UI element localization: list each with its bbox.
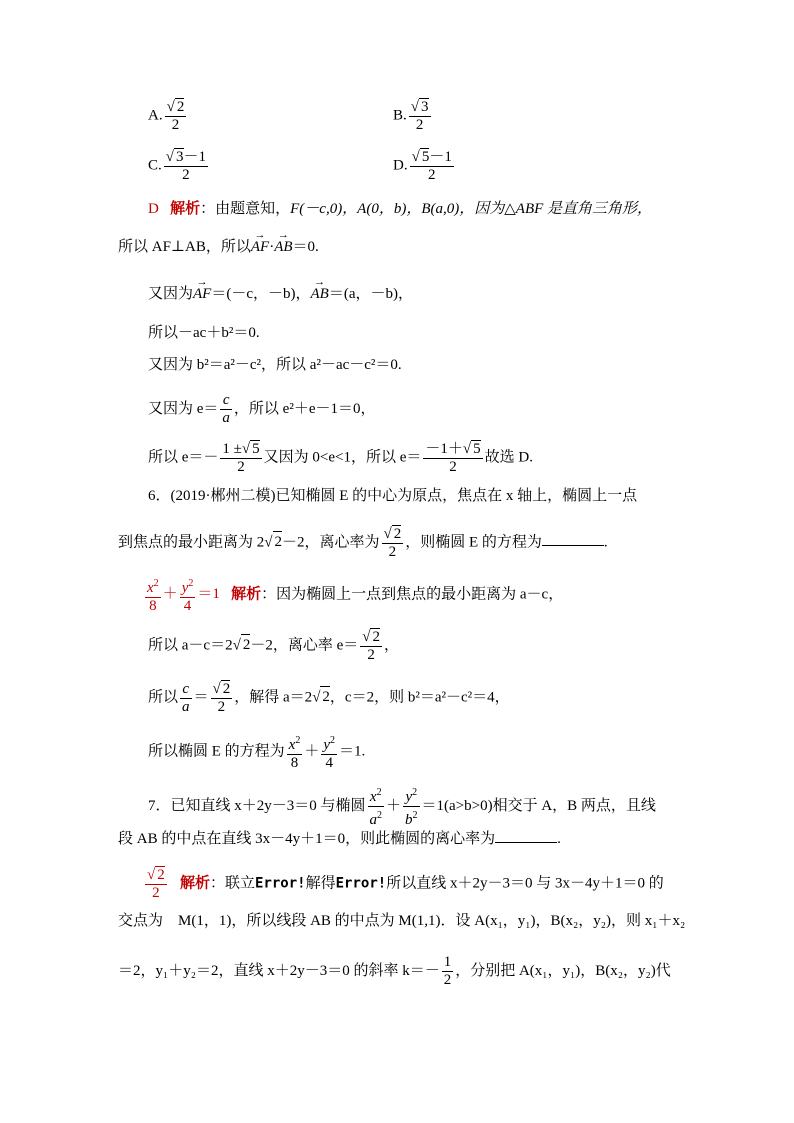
- q5-solution-line-1: D 解析：由题意知，F(－c,0)，A(0，b)，B(a,0)，因为△ABF 是直角三角形，: [148, 201, 653, 217]
- q6-question-line-1: 6．(2019·郴州二模)已知椭圆 E 的中心为原点，焦点在 x 轴上，椭圆上一点: [148, 488, 638, 504]
- q7-solution-line-2: 交点为 M(1，1)，所以线段 AB 的中点为 M(1,1)．设 A(x₁，y₁)，B(x₂，y₂)，则 x₁＋x₂: [118, 913, 686, 929]
- option-c: C. $\frac{√ 3-1}{2}$: [148, 149, 207, 183]
- q6-solution-line-1: $\frac{x^2}{8}$ ＋ $\frac{y^2}{4}$ ＝1 解析：因为椭圆上一点到焦点的最小距离为 a－c，: [143, 575, 563, 615]
- q7-question-line-2: 段 AB 的中点在直线 3x－4y＋1＝0，则此椭圆的离心率为 .: [118, 828, 561, 849]
- answer-blank: [542, 531, 604, 546]
- q5-solution-line-7: 所以 e＝－ $\frac{1 \pm√ 5}{2}$ 又因为 0<e<1，所以 e＝ $\frac{-1+√ 5}{2}$ 故选 D.: [148, 441, 533, 475]
- q7-question-line-1: 7．已知直线 x＋2y－3＝0 与椭圆 $\frac{x^2}{a^2}$ ＋ $\frac{y^2}{b^2}$ ＝1(a>b>0)相交于 A，B 两点，且线: [148, 784, 656, 829]
- option-a: A. $\frac{√ 2}{2}$: [148, 99, 185, 133]
- q7-solution-line-1: $\frac{√ 2}{2}$ 解析：联立Error!解得Error!所以直线 x＋2y－3＝0 与 3x－4y＋1＝0 的: [147, 867, 664, 901]
- q6-solution-line-2: 所以 a－c＝2√ 2－2，离心率 e＝ $\frac{√ 2}{2}$ ，: [148, 629, 399, 663]
- q7-solution-line-3: ＝2，y₁＋y₂＝2，直线 x＋2y－3＝0 的斜率 k＝－ $\frac{1}{2}$ ，分别把 A(x₁，y₁)，B(x₂，y₂)代: [118, 954, 671, 988]
- q5-solution-line-5: 又因为 b²＝a²－c²，所以 a²－ac－c²＝0.: [148, 357, 402, 373]
- q5-solution-line-4: 所以－ac＋b²＝0.: [148, 325, 260, 341]
- answer-blank: [495, 828, 557, 843]
- option-d: D. $\frac{√ 5-1}{2}$: [393, 149, 452, 183]
- q5-solution-line-3: 又因为→ AF＝(－c，－b)，→ AB＝(a，－b)，: [148, 284, 413, 304]
- q6-solution-line-4: 所以椭圆 E 的方程为 $\frac{x^2}{8}$ ＋ $\frac{y^2}{4}$ ＝1.: [148, 732, 365, 772]
- q5-solution-line-6: 又因为 e＝ $\frac{c}{a}$ ，所以 e²＋e－1＝0，: [148, 392, 376, 426]
- q5-answer: D: [148, 201, 159, 217]
- q5-solution-line-2: 所以 AF⊥AB，所以→ AF·→ AB＝0.: [118, 237, 319, 257]
- q6-question-line-2: 到焦点的最小距离为 2√ 2－2，离心率为 $\frac{√ 2}{2}$ ，则椭圆 E 的方程为 .: [118, 526, 608, 560]
- q6-solution-line-3: 所以 $\frac{c}{a}$ ＝ $\frac{√ 2}{2}$ ，解得 a＝2√ 2，c＝2，则 b²＝a²－c²＝4，: [148, 680, 510, 715]
- option-b: B. $\frac{√ 3}{2}$: [393, 99, 429, 133]
